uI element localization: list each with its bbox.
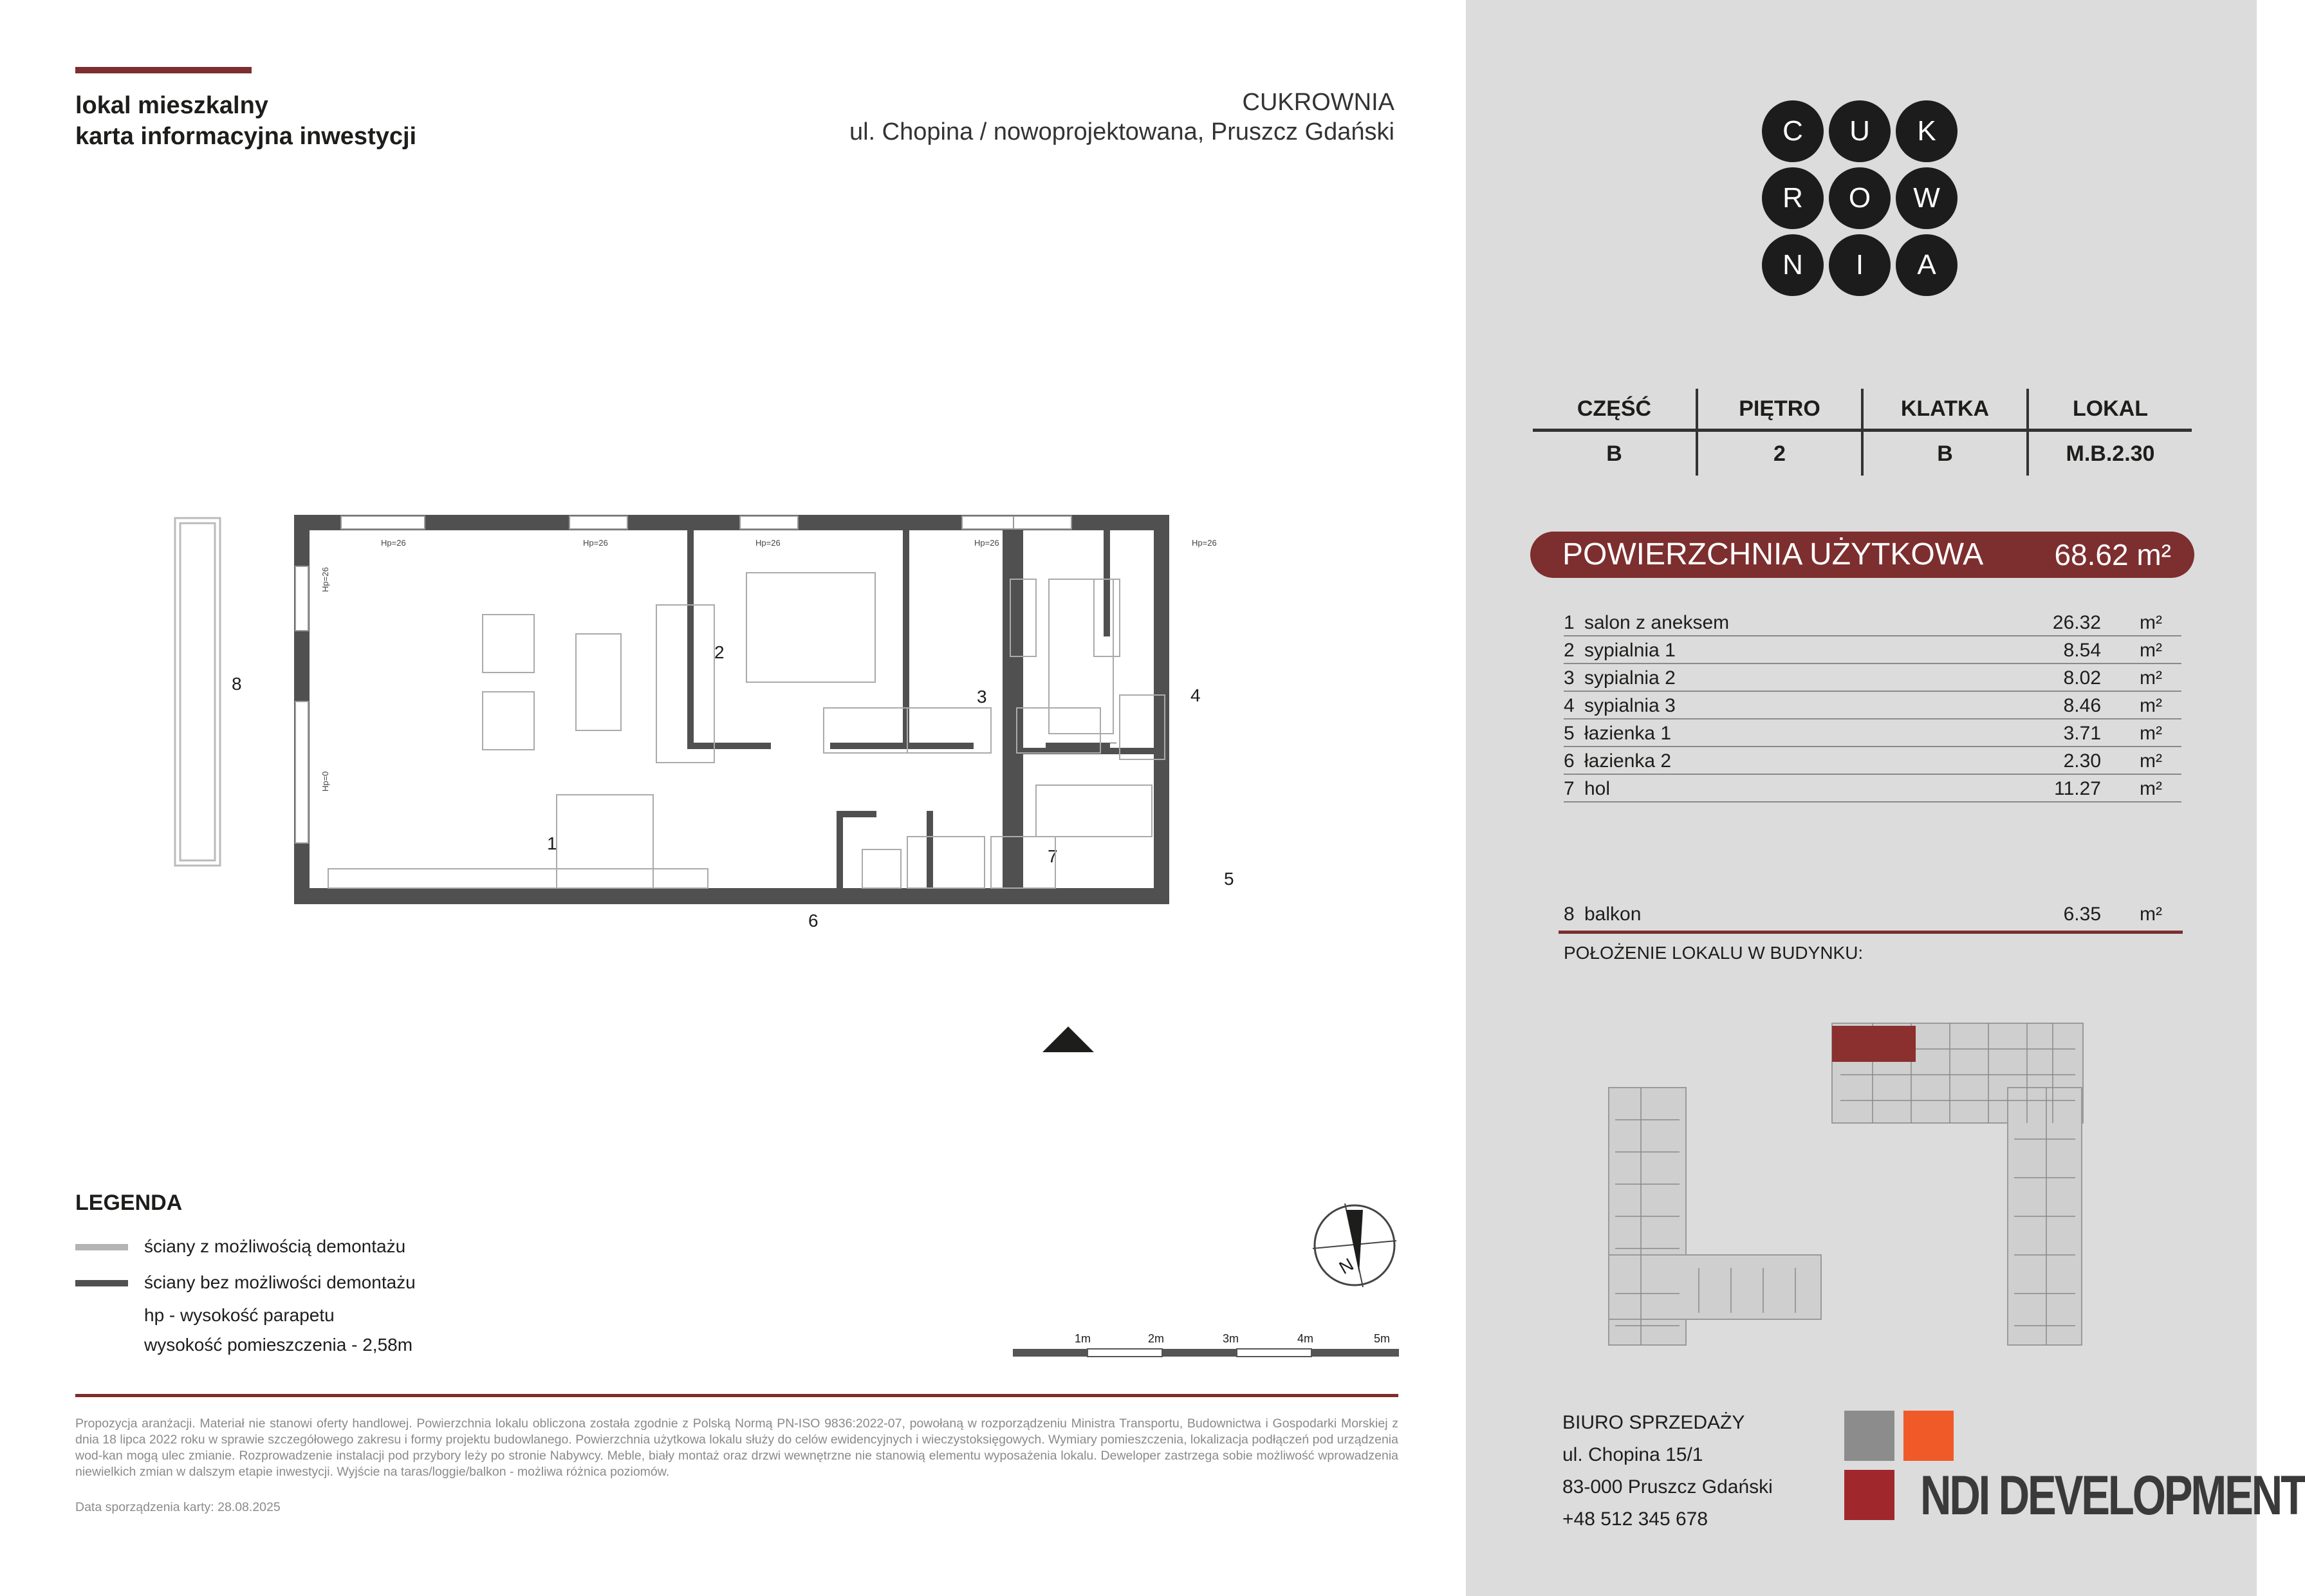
logo-square-orange: [1903, 1411, 1954, 1461]
list-item: 1 salon z aneksem 26.32 m²: [1564, 609, 2181, 636]
list-item: 4 sypialnia 3 8.46 m²: [1564, 692, 2181, 719]
sales-city: 83-000 Pruszcz Gdański: [1562, 1476, 1773, 1498]
logo-letter: R: [1762, 167, 1824, 229]
brand-name: NDI DEVELOPMENT: [1920, 1465, 2305, 1526]
value-floor: 2: [1698, 432, 1864, 476]
plan-room-2: 2: [714, 642, 725, 662]
list-item: 3 sypialnia 2 8.02 m²: [1564, 664, 2181, 692]
parapet-label: Hp=26: [1192, 538, 1217, 548]
logo-letter: I: [1829, 234, 1891, 296]
sales-office: [1562, 1407, 1773, 1536]
load-bearing-walls: [294, 515, 1023, 904]
scale-tick: 2m: [1148, 1332, 1165, 1345]
balcony-outline: [175, 518, 220, 866]
plan-room-3: 3: [977, 687, 987, 707]
legend-note-parapet: hp - wysokość parapetu: [144, 1305, 335, 1325]
info-table-values: [1533, 432, 2192, 476]
plan-room-5: 5: [1224, 869, 1234, 889]
legend-item-removable-walls: [75, 1229, 416, 1265]
legend-swatch-dark: [75, 1280, 128, 1286]
location-label: POŁOŻENIE LOKALU W BUDYNKU:: [1564, 943, 1864, 963]
plan-room-1: 1: [547, 833, 557, 853]
legend-label: ściany z możliwością demontażu: [144, 1236, 406, 1256]
balcony-rule: [1559, 931, 2183, 934]
parapet-label: Hp=26: [583, 538, 608, 548]
disclaimer: Propozycja aranżacji. Materiał nie stanowi oferty handlowej. Powierzchnia lokalu obliczona została zgodnie z Polską Normą PN-ISO 9836:2022-07, powołaną w rozporządzeniu Ministra Transportu, Budownictwa i Gospodarki Morskiej z dnia 18 lipca 2022 roku w sprawie szczegółowego zakresu i formy projektu budowlanego. Powierzchnia użytkowa lokalu służy do celów ewidencyjnych i wieczystoksięgowych. Wymiary pomieszczenia, lokalizacja podłączeń pod urządzenia wod-kan mogą ulec zmianie. Rozprowadzenie instalacji pod przybory leży po stronie Nabywcy. Meble, biały montaż oraz drzwi wewnętrzne nie stanowią elementu wyposażenia lokalu. Deweloper zastrzega sobie możliwość wprowadzenia niewielkich zmian w dalszym etapie inwestycji. Wyjście na taras/loggie/balkon - możliwa różnica poziomów.: [75, 1416, 1398, 1479]
footer-rule: [75, 1394, 1398, 1397]
legend-title: LEGENDA: [75, 1191, 183, 1215]
wall-bedroom-1: [687, 530, 694, 749]
usable-area-label: POWIERZCHNIA UŻYTKOWA: [1562, 537, 1984, 571]
unit-info-table: [1533, 389, 2192, 476]
header-part: CZĘŚĆ: [1533, 389, 1698, 429]
header-staircase: KLATKA: [1864, 389, 2029, 429]
scale-tick: 5m: [1374, 1332, 1391, 1345]
header-floor: PIĘTRO: [1698, 389, 1864, 429]
card-date: Data sporządzenia karty: 28.08.2025: [75, 1500, 281, 1514]
parapet-label: Hp=26: [381, 538, 406, 548]
plan-room-6: 6: [808, 911, 819, 931]
project-info: [849, 88, 1394, 147]
balcony-row: 8 balkon 6.35 m²: [1564, 904, 2162, 925]
compass-icon: [1306, 1197, 1403, 1294]
logo-letter: O: [1829, 167, 1891, 229]
sales-title: BIURO SPRZEDAŻY: [1562, 1412, 1745, 1433]
parapet-label: Hp=26: [974, 538, 999, 548]
legend-swatch-light: [75, 1244, 128, 1250]
floor-plan: [161, 502, 1384, 1049]
list-item: 7 hol 11.27 m²: [1564, 775, 2181, 803]
legend-note-height: wysokość pomieszczenia - 2,58m: [144, 1335, 413, 1355]
logo-square-red: [1844, 1470, 1894, 1520]
list-item: 6 łazienka 2 2.30 m²: [1564, 747, 2181, 775]
logo-letter: U: [1829, 100, 1891, 162]
sales-street: ul. Chopina 15/1: [1562, 1444, 1703, 1465]
sales-phone: +48 512 345 678: [1562, 1508, 1708, 1530]
usable-area-banner: [1530, 532, 2194, 578]
entrance-arrow-icon: [1042, 1026, 1094, 1052]
scale-tick: 3m: [1223, 1332, 1239, 1345]
cukrownia-logo: [1758, 97, 1964, 302]
legend-label: ściany bez możliwości demontażu: [144, 1272, 416, 1292]
logo-letter: C: [1762, 100, 1824, 162]
title-line-2: karta informacyjna inwestycji: [75, 123, 417, 150]
title-line-1: lokal mieszkalny: [75, 92, 268, 119]
unit-location-marker: [1832, 1026, 1916, 1062]
logo-letter: W: [1896, 167, 1958, 229]
plan-room-7: 7: [1048, 846, 1058, 866]
logo-letter: N: [1762, 234, 1824, 296]
value-staircase: B: [1864, 432, 2029, 476]
compass-label: N: [1335, 1254, 1357, 1278]
furniture: [328, 573, 1165, 888]
legend: [75, 1191, 416, 1360]
plan-room-8: 8: [232, 674, 242, 694]
usable-area-value: 68.62 m²: [2054, 538, 2171, 571]
project-address: ul. Chopina / nowoprojektowana, Pruszcz Gdański: [849, 118, 1394, 145]
room-list: [1564, 609, 2181, 803]
project-name: CUKROWNIA: [1242, 89, 1394, 116]
legend-item-fixed-walls: [75, 1265, 416, 1301]
plan-room-4: 4: [1190, 685, 1201, 705]
building-site-map: [1602, 1023, 2117, 1351]
list-item: 2 sypialnia 1 8.54 m²: [1564, 636, 2181, 664]
scale-bar: [1010, 1326, 1403, 1364]
document-title: [75, 90, 416, 152]
parapet-label: Hp=26: [320, 567, 330, 592]
header-unit: LOKAL: [2072, 396, 2149, 421]
parapet-label: Hp=26: [755, 538, 781, 548]
logo-letter: K: [1896, 100, 1958, 162]
list-item: 5 łazienka 1 3.71 m²: [1564, 719, 2181, 747]
value-unit: M.B.2.30: [2066, 441, 2155, 466]
parapet-label: Hp=0: [320, 771, 330, 792]
ndi-development-logo: [1844, 1411, 2305, 1526]
scale-tick: 4m: [1297, 1332, 1314, 1345]
info-table-header: [1533, 389, 2192, 429]
value-part: B: [1533, 432, 1698, 476]
scale-tick: 1m: [1075, 1332, 1091, 1345]
header-accent-bar: [75, 67, 252, 73]
logo-square-gray: [1844, 1411, 1894, 1461]
logo-letter: A: [1896, 234, 1958, 296]
